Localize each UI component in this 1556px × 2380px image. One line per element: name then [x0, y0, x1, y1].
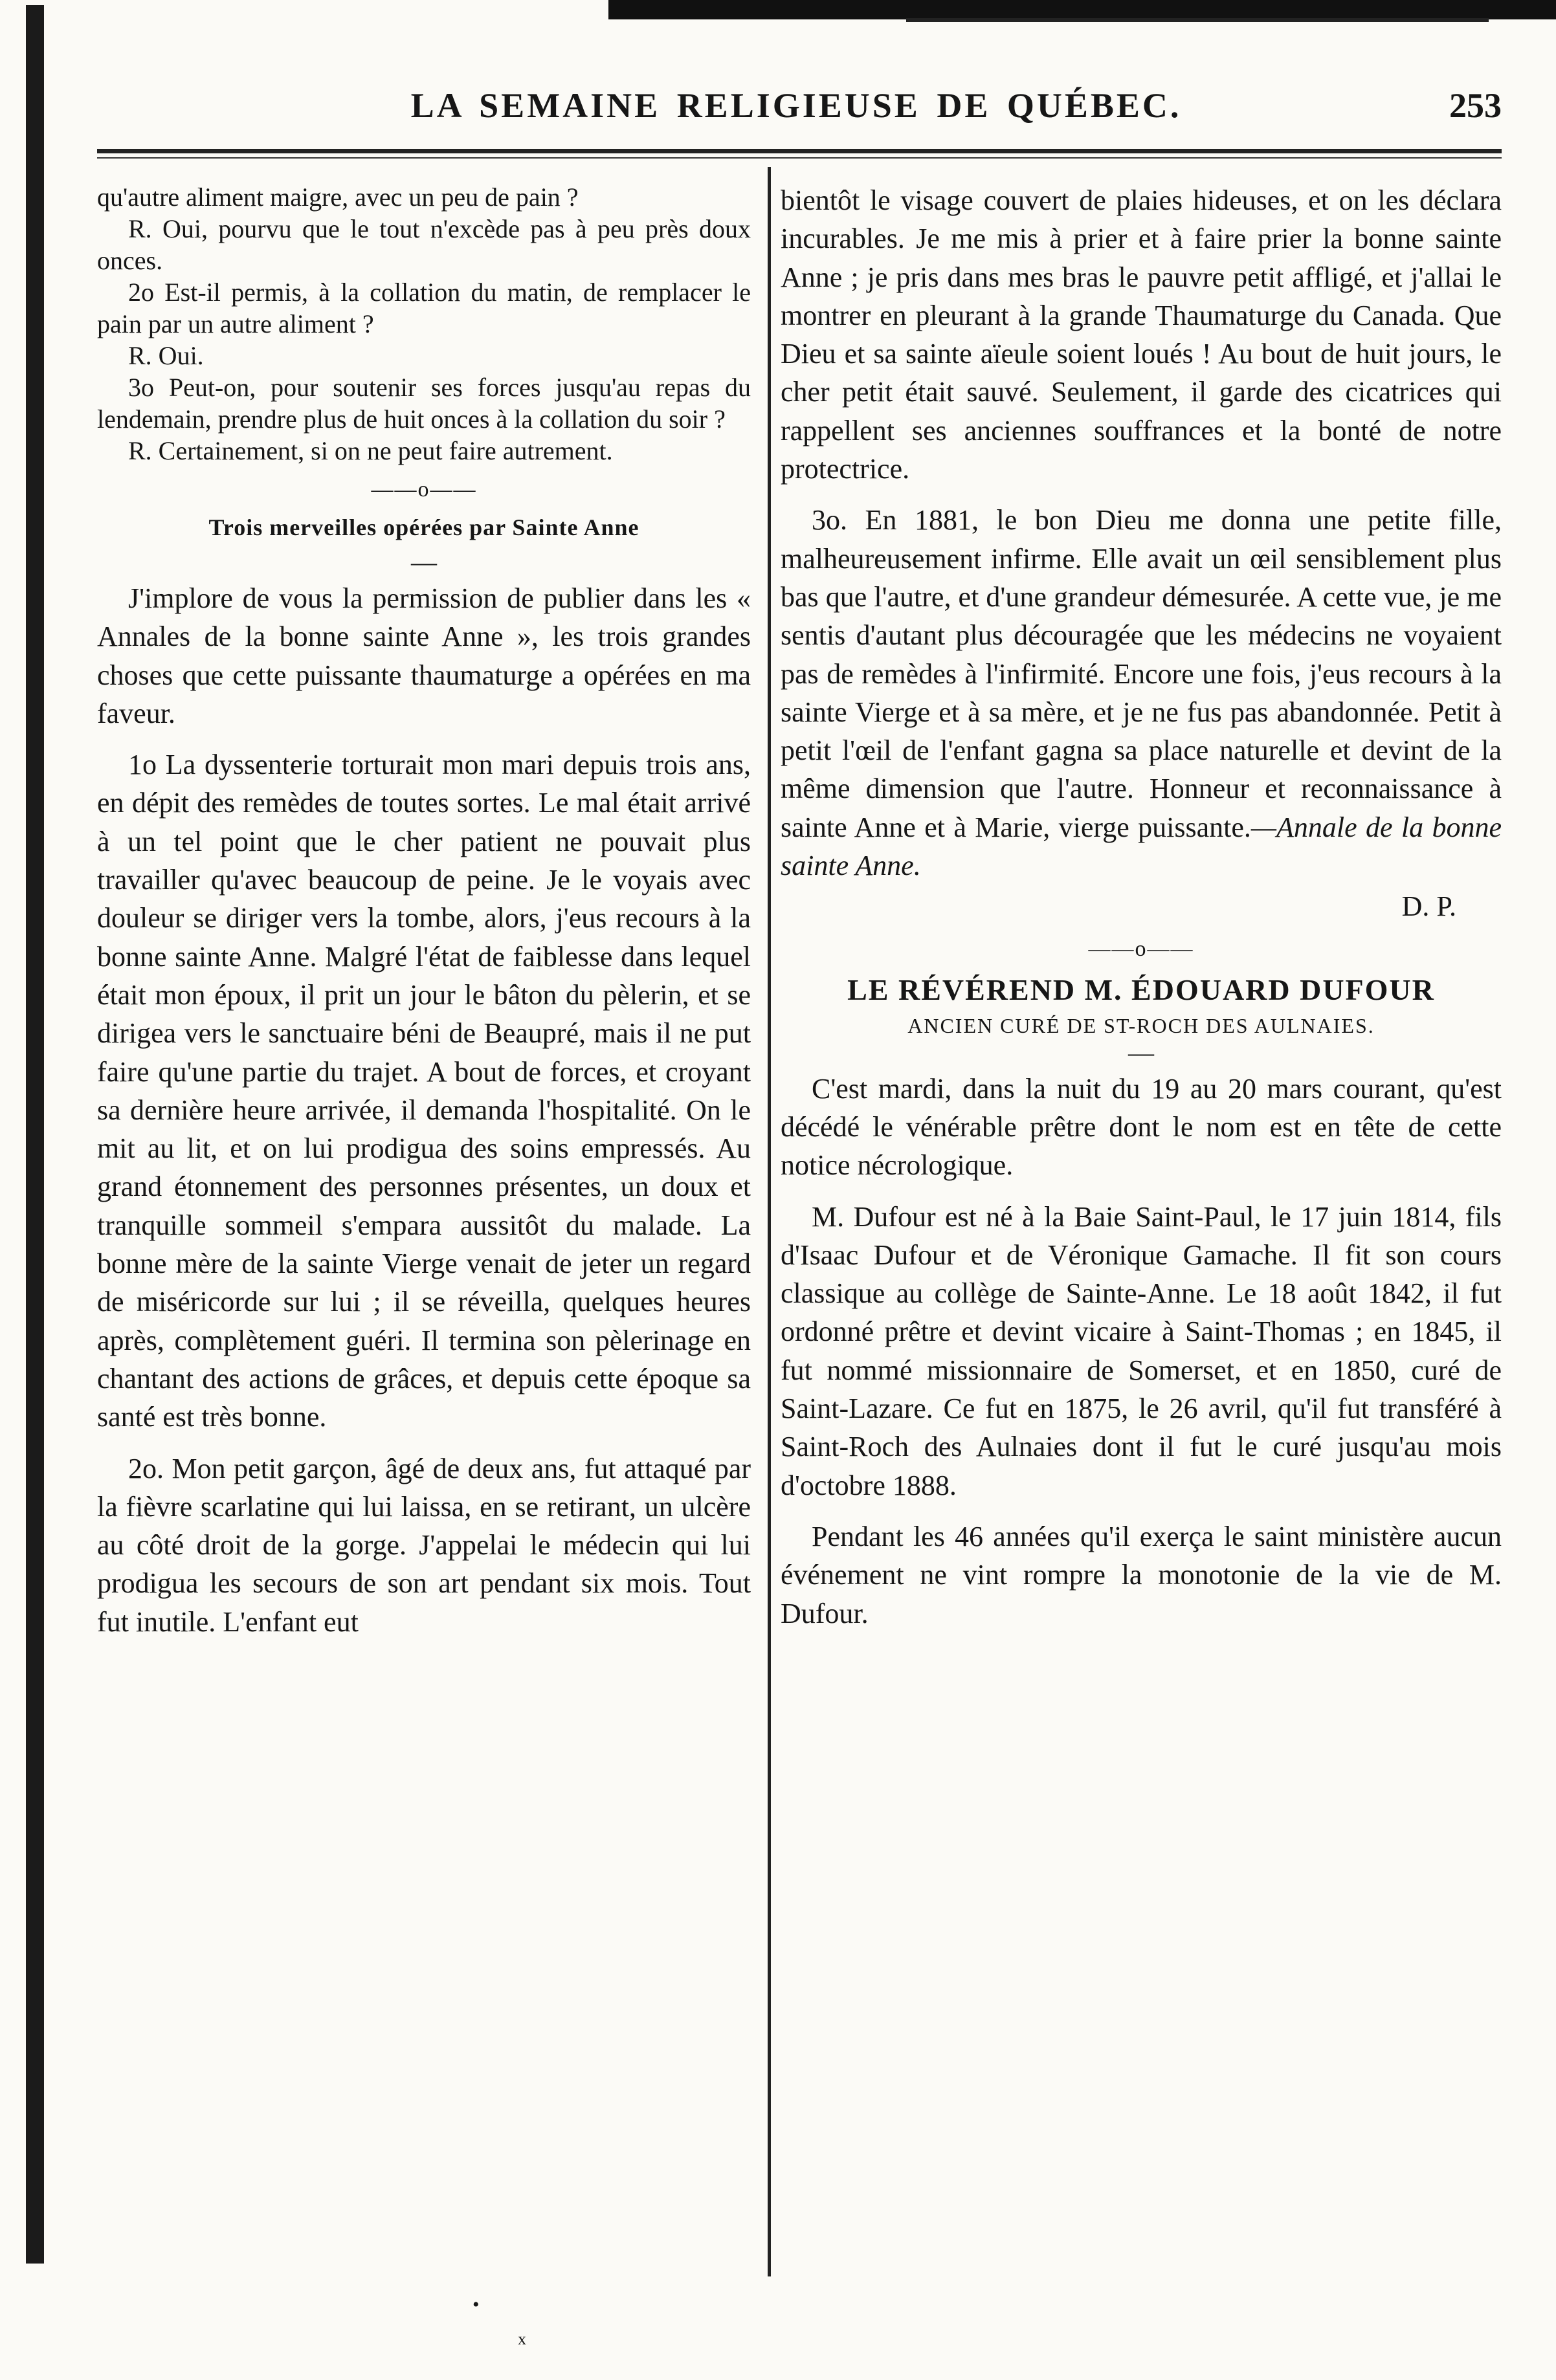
scan-top-edge — [608, 0, 1556, 19]
qa-paragraph: qu'autre aliment maigre, avec un peu de pain ? — [97, 182, 579, 212]
source-citation: —Annale de la bonne sainte Anne. — [781, 811, 1502, 882]
obituary-paragraph: C'est mardi, dans la nuit du 19 au 20 mars courant, qu'est décédé le vénérable prêtre dont le nom est en tête de cette notice nécrologique. — [781, 1072, 1502, 1182]
page-title: LA SEMAINE RELIGIEUSE DE QUÉBEC. — [410, 86, 1182, 125]
footer-mark: x — [518, 2330, 526, 2348]
qa-paragraph: 3o Peut-on, pour soutenir ses forces jusqu'au repas du lendemain, prendre plus de huit onces à la collation du soir ? — [97, 373, 751, 434]
obituary-subtitle: ANCIEN CURÉ DE ST-ROCH DES AULNAIES. — [907, 1013, 1375, 1037]
qa-paragraph: R. Oui, pourvu que le tout n'excède pas à peu près doux onces. — [97, 214, 751, 275]
header-rule — [97, 149, 1502, 153]
article-paragraph: J'implore de vous la permission de publier dans les « Annales de la bonne sainte Anne », les trois grandes choses que cette puissante thaumaturge a opérées en ma faveur. — [97, 582, 751, 729]
running-header — [91, 76, 1502, 135]
article-title: Trois merveilles opérées par Sainte Anne — [208, 514, 639, 540]
left-column — [97, 181, 751, 1641]
article-paragraph: 1o La dyssenterie torturait mon mari depuis trois ans, en dépit des remèdes de toutes sortes. Le mal était arrivé à un tel point que le cher patient ne pouvait plus travailler qu'avec beaucoup de peine. Je le voyais avec douleur se diriger vers la tombe, alors, j'eus recours à la bonne sainte Anne. Malgré l'état de faiblesse dans lequel était mon époux, il prit un jour le bâton du pèlerin, et se dirigea vers le sanctuaire béni de Beaupré, mais il ne put faire qu'une partie du trajet. A bout de forces, et croyant sa dernière heure arrivée, il demanda l'hospitalité. On le mit au lit, et on lui prodigua des soins empressés. Au grand étonnement des personnes présentes, un doux et tranquille sommeil s'empara aussitôt du malade. La bonne mère de la sainte Vierge venait de jeter un regard de miséricorde sur lui ; il se réveilla, quelques heures après, complètement guéri. Il termina son pèlerinage en chantant des actions de grâces, et depuis cette époque sa santé est très bonne. — [97, 749, 751, 1433]
article-paragraph: bientôt le visage couvert de plaies hideuses, et on les déclara incurables. Je me mis à prier et à faire prier la bonne sainte Anne ; je pris dans mes bras le pauvre petit affligé, et j'allai le montrer en pleurant à la grande Thaumaturge du Canada. Que Dieu et sa sainte aïeule soient loués ! Au bout de huit jours, le cher petit était sauvé. Seulement, il garde des cicatrices qui rappellent ses anciennes souffrances et la bonté de notre protectrice. — [781, 184, 1502, 485]
header-rule-thin — [97, 157, 1502, 159]
section-separator: ——o—— — [1088, 936, 1194, 961]
qa-paragraph: R. Oui. — [128, 341, 204, 370]
paragraph-text: 3o. En 1881, le bon Dieu me donna une petite fille, malheureusement infirme. Elle avait un œil sensiblement plus bas que l'autre, et d'une grandeur démesurée. A cette vue, je me sentis d'autant plus découragée que les médecins ne voyaient pas de remèdes à l'infirmité. Encore une fois, j'eus recours à la sainte Vierge et à sa mère, et je ne fus pas abandonnée. Petit à petit l'œil de l'enfant gagna sa place naturelle et devint de la même dimension que l'autre. Honneur et reconnaissance à sainte Anne et à Marie, vierge puissante. — [781, 504, 1502, 843]
scan-top-edge-thin — [906, 18, 1489, 22]
footer-mark: • — [472, 2294, 480, 2315]
article-paragraph — [781, 501, 1502, 885]
obituary-title: LE RÉVÉREND M. ÉDOUARD DUFOUR — [847, 973, 1435, 1006]
title-dash: — — [1128, 1037, 1154, 1067]
right-column — [781, 181, 1502, 1633]
scan-edge — [26, 5, 44, 2264]
obituary-paragraph: Pendant les 46 années qu'il exerça le saint ministère aucun événement ne vint rompre la monotonie de la vie de M. Dufour. — [781, 1520, 1502, 1629]
article-paragraph: 2o. Mon petit garçon, âgé de deux ans, fut attaqué par la fièvre scarlatine qui lui laissa, en se retirant, un ulcère au côté droit de la gorge. J'appelai le médecin qui lui prodigua les secours de son art pendant six mois. Tout fut inutile. L'enfant eut — [97, 1452, 751, 1638]
title-dash: — — [411, 547, 437, 577]
obituary-paragraph: M. Dufour est né à la Baie Saint-Paul, le 17 juin 1814, fils d'Isaac Dufour et de Véronique Gamache. Il fit son cours classique au collège de Sainte-Anne. Le 18 août 1842, il fut ordonné prêtre et devint vicaire à Saint-Thomas ; en 1845, il fut nommé missionnaire de Somerset, et en 1850, curé de Saint-Lazare. Ce fut en 1875, le 26 avril, qu'il fut transféré à Saint-Roch des Aulnaies dont il fut le curé jusqu'au mois d'octobre 1888. — [781, 1200, 1502, 1501]
section-separator: ——o—— — [371, 478, 477, 501]
signature: D. P. — [1401, 890, 1456, 923]
page-number: 253 — [1449, 86, 1502, 125]
qa-paragraph: 2o Est-il permis, à la collation du matin, de remplacer le pain par un autre aliment ? — [97, 278, 751, 338]
column-divider — [768, 167, 771, 2276]
qa-paragraph: R. Certainement, si on ne peut faire autrement. — [128, 436, 613, 465]
